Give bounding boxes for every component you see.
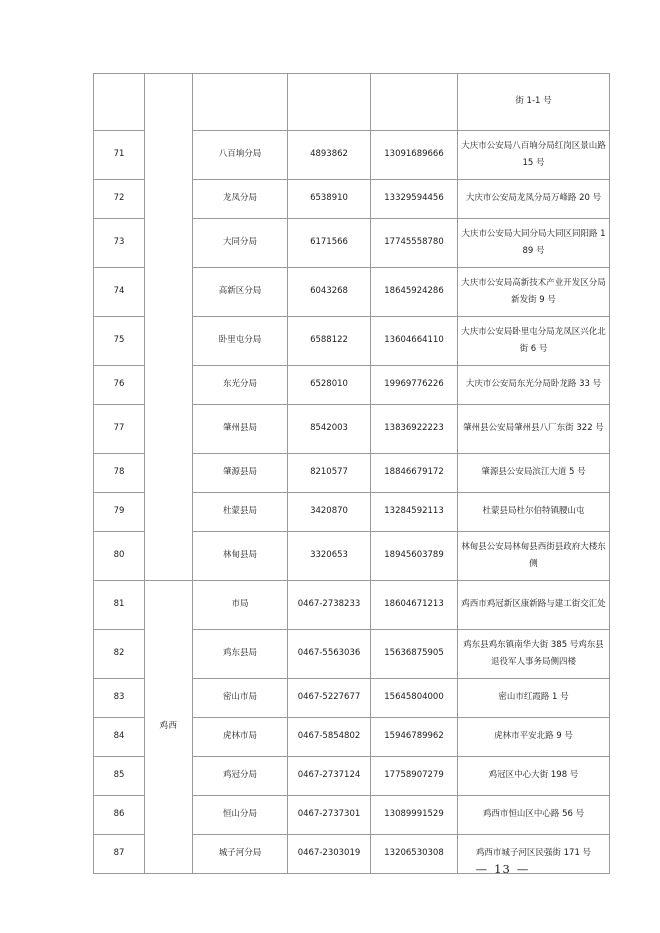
cell-address: 鸡冠区中心大街 198 号 — [458, 757, 610, 796]
cell-mobile: 18604671213 — [371, 581, 458, 630]
cell-mobile: 15645804000 — [371, 679, 458, 718]
table-body — [94, 74, 610, 874]
page-footer — [0, 862, 660, 876]
page-number-group — [470, 862, 536, 876]
cell-index: 74 — [94, 268, 145, 317]
cell-address: 肇源县公安局滨江大道 5 号 — [458, 454, 610, 493]
page-dash-left: — — [475, 862, 489, 876]
cell-mobile: 13089991529 — [371, 796, 458, 835]
cell-unit-name: 林甸县局 — [193, 532, 288, 581]
cell-unit-name: 八百垧分局 — [193, 131, 288, 180]
cell-mobile: 17758907279 — [371, 757, 458, 796]
cell-index: 77 — [94, 405, 145, 454]
cell-mobile: 15636875905 — [371, 630, 458, 679]
cell-mobile: 18945603789 — [371, 532, 458, 581]
cell-address: 密山市红霞路 1 号 — [458, 679, 610, 718]
cell-unit-name: 虎林市局 — [193, 718, 288, 757]
cell-landline: 0467-2738233 — [288, 581, 371, 630]
cell-landline: 0467-2737301 — [288, 796, 371, 835]
cell-address: 鸡西市城子河区民强街 171 号 — [458, 835, 610, 874]
cell-address: 肇州县公安局肇州县八厂东街 322 号 — [458, 405, 610, 454]
cell-landline: 6528010 — [288, 366, 371, 405]
cell-unit-name: 东光分局 — [193, 366, 288, 405]
cell-landline: 8542003 — [288, 405, 371, 454]
cell-city — [145, 74, 193, 581]
cell-index: 84 — [94, 718, 145, 757]
cell-landline — [288, 74, 371, 131]
cell-mobile: 18645924286 — [371, 268, 458, 317]
cell-unit-name: 鸡东县局 — [193, 630, 288, 679]
cell-index: 81 — [94, 581, 145, 630]
cell-mobile: 13329594456 — [371, 180, 458, 219]
cell-mobile: 13836922223 — [371, 405, 458, 454]
cell-landline: 3420870 — [288, 493, 371, 532]
city-label: 鸡西 — [159, 721, 178, 732]
cell-mobile: 19969776226 — [371, 366, 458, 405]
cell-address: 大庆市公安局大同分局大同区同阳路 189 号 — [458, 219, 610, 268]
cell-address: 街 1-1 号 — [458, 74, 610, 131]
cell-mobile — [371, 74, 458, 131]
directory-table-container — [93, 73, 606, 874]
cell-address: 鸡东县鸡东镇南华大街 385 号鸡东县退役军人事务局侧四楼 — [458, 630, 610, 679]
cell-landline: 4893862 — [288, 131, 371, 180]
page-number: 13 — [494, 862, 511, 876]
cell-index: 79 — [94, 493, 145, 532]
table-row — [94, 74, 610, 131]
cell-index: 85 — [94, 757, 145, 796]
cell-index — [94, 74, 145, 131]
cell-index: 73 — [94, 219, 145, 268]
cell-address: 大庆市公安局八百垧分局红岗区景山路 15 号 — [458, 131, 610, 180]
cell-unit-name: 卧里屯分局 — [193, 317, 288, 366]
cell-address: 虎林市平安北路 9 号 — [458, 718, 610, 757]
cell-index: 72 — [94, 180, 145, 219]
cell-landline: 6538910 — [288, 180, 371, 219]
cell-address: 杜蒙县局杜尔伯特镇腰山屯 — [458, 493, 610, 532]
cell-unit-name: 恒山分局 — [193, 796, 288, 835]
cell-unit-name: 肇州县局 — [193, 405, 288, 454]
table-row — [94, 581, 610, 630]
cell-landline: 0467-2303019 — [288, 835, 371, 874]
cell-index: 76 — [94, 366, 145, 405]
cell-unit-name: 市局 — [193, 581, 288, 630]
cell-index: 71 — [94, 131, 145, 180]
cell-index: 75 — [94, 317, 145, 366]
cell-unit-name: 密山市局 — [193, 679, 288, 718]
cell-index: 87 — [94, 835, 145, 874]
cell-landline: 6171566 — [288, 219, 371, 268]
cell-landline: 0467-5563036 — [288, 630, 371, 679]
cell-address: 大庆市公安局东光分局卧龙路 33 号 — [458, 366, 610, 405]
cell-city — [145, 581, 193, 874]
cell-address: 鸡西市恒山区中心路 56 号 — [458, 796, 610, 835]
cell-mobile: 13091689666 — [371, 131, 458, 180]
cell-unit-name: 肇源县局 — [193, 454, 288, 493]
cell-mobile: 15946789962 — [371, 718, 458, 757]
cell-address: 鸡西市鸡冠新区康新路与建工街交汇处 — [458, 581, 610, 630]
cell-unit-name: 城子河分局 — [193, 835, 288, 874]
cell-unit-name: 杜蒙县局 — [193, 493, 288, 532]
cell-landline: 3320653 — [288, 532, 371, 581]
cell-address: 大庆市公安局龙凤分局万峰路 20 号 — [458, 180, 610, 219]
cell-unit-name — [193, 74, 288, 131]
cell-mobile: 18846679172 — [371, 454, 458, 493]
page-dash-right: — — [516, 862, 530, 876]
cell-mobile: 13206530308 — [371, 835, 458, 874]
cell-landline: 6588122 — [288, 317, 371, 366]
cell-index: 80 — [94, 532, 145, 581]
cell-unit-name: 高新区分局 — [193, 268, 288, 317]
cell-mobile: 13284592113 — [371, 493, 458, 532]
cell-index: 82 — [94, 630, 145, 679]
cell-index: 83 — [94, 679, 145, 718]
cell-landline: 0467-5854802 — [288, 718, 371, 757]
cell-landline: 0467-5227677 — [288, 679, 371, 718]
cell-unit-name: 鸡冠分局 — [193, 757, 288, 796]
cell-landline: 8210577 — [288, 454, 371, 493]
cell-index: 78 — [94, 454, 145, 493]
cell-address: 大庆市公安局高新技术产业开发区分局新发街 9 号 — [458, 268, 610, 317]
cell-mobile: 13604664110 — [371, 317, 458, 366]
cell-landline: 6043268 — [288, 268, 371, 317]
cell-unit-name: 大同分局 — [193, 219, 288, 268]
cell-index: 86 — [94, 796, 145, 835]
police-station-directory-table — [93, 73, 610, 874]
cell-unit-name: 龙凤分局 — [193, 180, 288, 219]
cell-mobile: 17745558780 — [371, 219, 458, 268]
cell-landline: 0467-2737124 — [288, 757, 371, 796]
cell-address: 林甸县公安局林甸县西街县政府大楼东侧 — [458, 532, 610, 581]
cell-address: 大庆市公安局卧里屯分局龙凤区兴化北街 6 号 — [458, 317, 610, 366]
